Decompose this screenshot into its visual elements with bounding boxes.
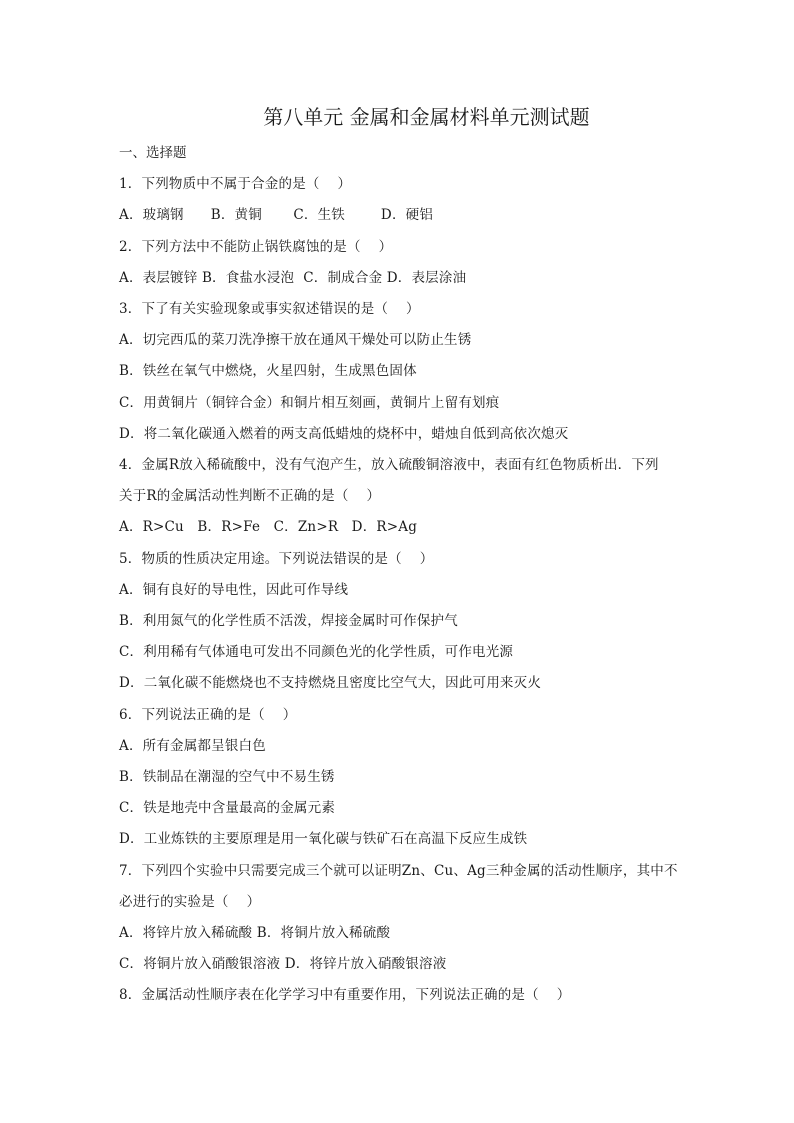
section-heading: 一、选择题 bbox=[119, 145, 187, 161]
question-line: 6．下列说法正确的是（ ） bbox=[119, 706, 297, 723]
question-line: C．铁是地壳中含量最高的金属元素 bbox=[119, 800, 336, 817]
question-line: D．二氧化碳不能燃烧也不支持燃烧且密度比空气大，因此可用来灭火 bbox=[119, 675, 542, 692]
question-line: 必进行的实验是（ ） bbox=[119, 893, 261, 910]
question-line: C．用黄铜片（铜锌合金）和铜片相互刻画，黄铜片上留有划痕 bbox=[119, 394, 500, 411]
question-line: B．利用氮气的化学性质不活泼，焊接金属时可作保护气 bbox=[119, 613, 458, 630]
question-line: 关于R的金属活动性判断不正确的是（ ） bbox=[119, 488, 381, 505]
document-title: 第八单元 金属和金属材料单元测试题 bbox=[263, 105, 590, 129]
question-line: C．将铜片放入硝酸银溶液 D．将锌片放入硝酸银溶液 bbox=[119, 956, 447, 973]
question-line: 2．下列方法中不能防止锅铁腐蚀的是（ ） bbox=[119, 238, 393, 255]
question-line: A．切完西瓜的菜刀洗净擦干放在通风干燥处可以防止生锈 bbox=[119, 332, 472, 349]
question-line: A．表层镀锌 B．食盐水浸泡 C．制成合金 D．表层涂油 bbox=[119, 269, 467, 286]
question-line: B．铁丝在氧气中燃烧，火星四射，生成黑色固体 bbox=[119, 363, 417, 380]
question-line: A．玻璃钢 B．黄铜 C．生铁 D．硬铝 bbox=[119, 207, 434, 224]
question-line: 1．下列物质中不属于合金的是（ ） bbox=[119, 176, 352, 193]
question-line: D．将二氧化碳通入燃着的两支高低蜡烛的烧杯中，蜡烛自低到高依次熄灭 bbox=[119, 425, 569, 442]
question-line: A．将锌片放入稀硫酸 B．将铜片放入稀硫酸 bbox=[119, 925, 391, 942]
question-line: C．利用稀有气体通电可发出不同颜色光的化学性质，可作电光源 bbox=[119, 644, 514, 661]
question-line: 3．下了有关实验现象或事实叙述错误的是（ ） bbox=[119, 301, 420, 318]
question-line: 4．金属R放入稀硫酸中，没有气泡产生，放入硫酸铜溶液中，表面有红色物质析出．下列 bbox=[119, 457, 659, 474]
question-line: D．工业炼铁的主要原理是用一氧化碳与铁矿石在高温下反应生成铁 bbox=[119, 831, 528, 848]
question-line: A．R>Cu B．R>Fe C．Zn>R D．R>Ag bbox=[119, 519, 418, 536]
question-line: 5．物质的性质决定用途。下列说法错误的是（ ） bbox=[119, 550, 434, 567]
question-line: 8．金属活动性顺序表在化学学习中有重要作用，下列说法正确的是（ ） bbox=[119, 987, 571, 1004]
question-list bbox=[119, 169, 734, 1011]
question-line: A．所有金属都呈银白色 bbox=[119, 737, 266, 754]
question-line: B．铁制品在潮湿的空气中不易生锈 bbox=[119, 769, 335, 786]
question-line: A．铜有良好的导电性，因此可作导线 bbox=[119, 581, 349, 598]
question-line: 7．下列四个实验中只需要完成三个就可以证明Zn、Cu、Ag三种金属的活动性顺序，其中不 bbox=[119, 862, 678, 879]
